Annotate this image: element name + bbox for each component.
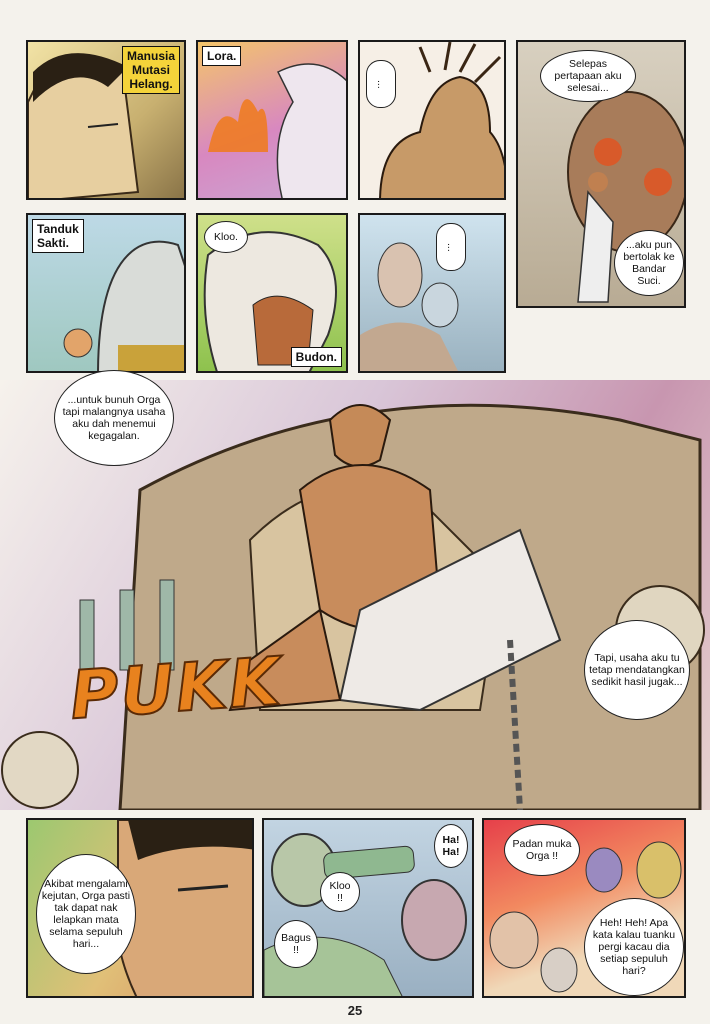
caption-budon: Budon. [291,347,342,367]
bubble-kloo-2: Kloo !! [320,872,360,912]
panel-minions [482,818,686,998]
page-number: 25 [347,1003,363,1018]
bubble-heh: Heh! Heh! Apa kata kalau tuanku pergi kacau dia setiap sepuluh hari? [584,898,684,996]
panel-orga-closeup [26,818,254,998]
bubble-bagus: Bagus !! [274,920,318,968]
panel-lora [196,40,348,200]
caption-helang: Manusia Mutasi Helang. [122,46,180,94]
splash-area [0,380,710,810]
panel-crowd [358,213,506,373]
panel-brute [358,40,506,200]
panel-tanduk [26,213,186,373]
panel-budon [196,213,348,373]
bubble-akibat: Akibat mengalami kejutan, Orga pasti tak dapat nak lelapkan mata selama sepuluh hari... [36,854,136,974]
caption-lora: Lora. [202,46,241,66]
bubble-haha: Ha! Ha! [434,824,468,868]
sfx-pukk: PUKK [67,642,285,735]
bubble-untuk: ...untuk bunuh Orga tapi malangnya usaha aku dah menemui kegagalan. [54,370,174,466]
panel-laugh [262,818,474,998]
panel-helang [26,40,186,200]
bubble-dots-1: ... [366,60,396,108]
bubble-kloo: Kloo. [204,221,248,253]
bubble-dots-2: ... [436,223,466,271]
crowd-figure-art [360,215,506,373]
bubble-padan: Padan muka Orga !! [504,824,580,876]
caption-tanduk: Tanduk Sakti. [32,219,84,253]
bubble-tapi: Tapi, usaha aku tu tetap mendatangkan sedikit hasil jugak... [584,620,690,720]
bubble-selepas: Selepas pertapaan aku selesai... [540,50,636,102]
bubble-aku-pun: ...aku pun bertolak ke Bandar Suci. [614,230,684,296]
panel-departure [516,40,686,308]
